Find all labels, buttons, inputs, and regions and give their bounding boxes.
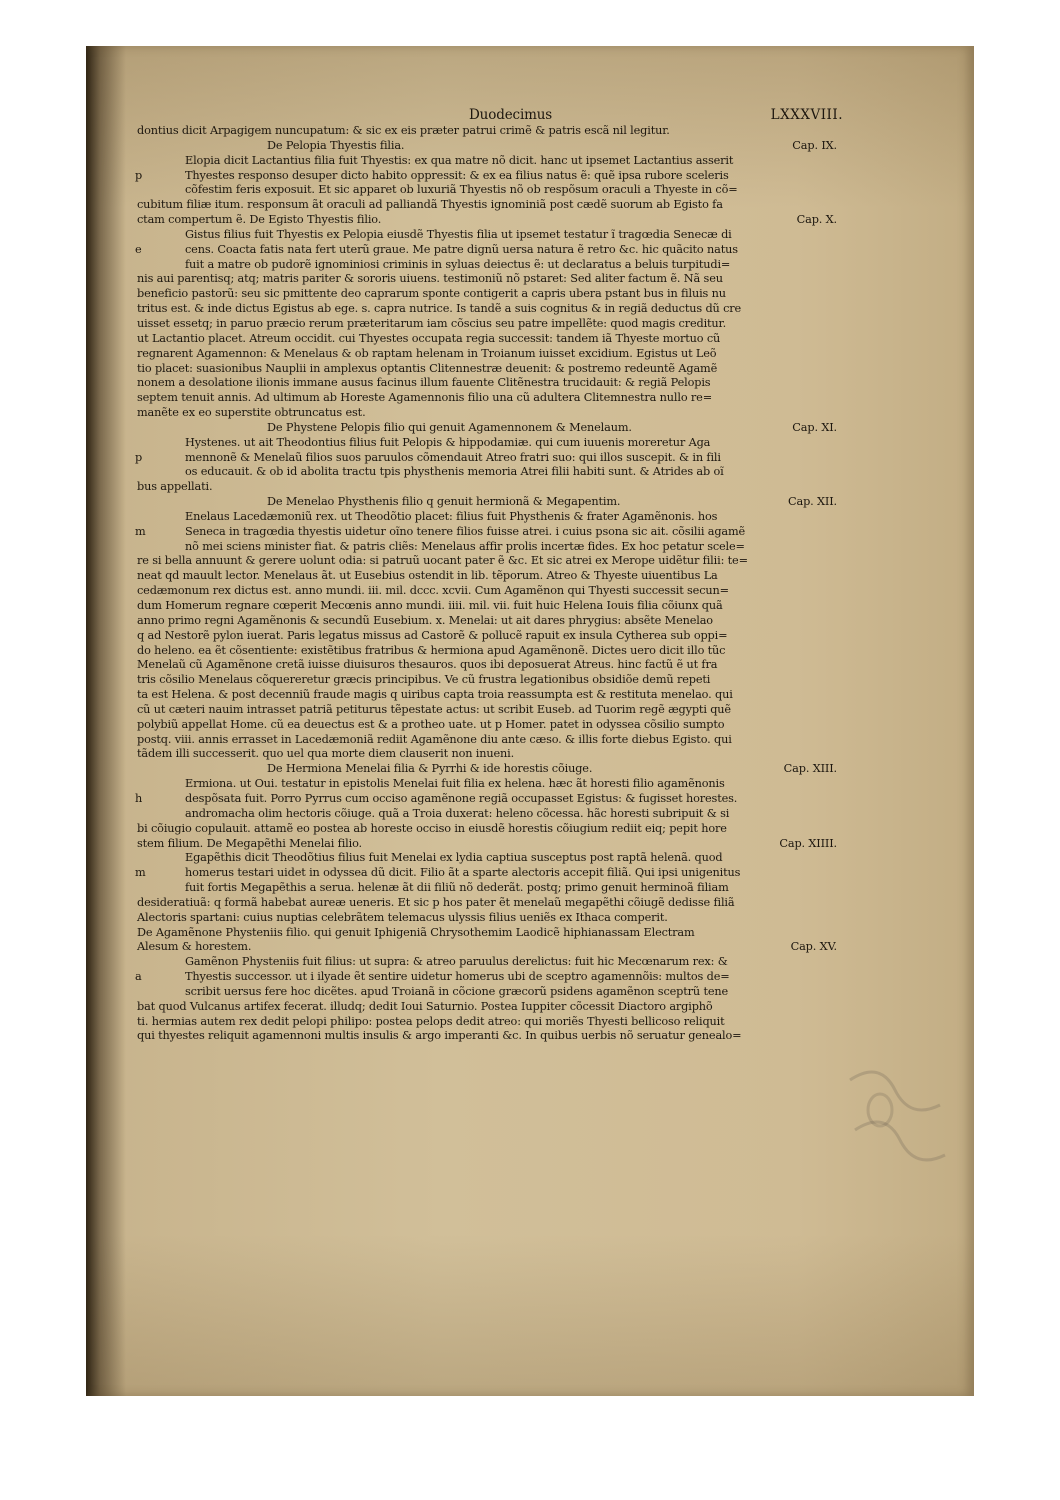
- line-text: Gistus filius fuit Thyestis ex Pelopia eiusdẽ Thyestis filia ut ipsemet testatur ĩ tragœdia Senecæ di: [185, 227, 732, 241]
- line-text: bat quod Vulcanus artifex fecerat. illudq; dedit Ioui Saturnio. Postea Iuppiter cõcessit Diactoro argiphõ: [137, 999, 713, 1013]
- text-line: [137, 436, 837, 451]
- line-text: cedæmonum rex dictus est. anno mundi. iii. mil. dccc. xcvii. Cum Agamẽnon qui Thyesti successit secun=: [137, 584, 729, 598]
- text-line: [137, 733, 837, 748]
- chapter-number: Cap. XIIII.: [779, 836, 837, 850]
- text-block: [135, 107, 843, 1044]
- line-text: Menelaũ cũ Agamẽnone cretã iuisse diuisuros thesauros. quos ibi deposuerat Atreus. hinc factũ ẽ ut fra: [137, 658, 718, 672]
- line-text: Gamẽnon Physteniis fuit filius: ut supra: & atreo paruulus derelictus: fuit hic Mecœnarum rex: &: [185, 955, 728, 969]
- text-line: [137, 881, 837, 896]
- text-line: [137, 703, 837, 718]
- line-text: nõ mei sciens minister fiat. & patris cliẽs: Menelaus affir prolis incertæ fides. Ex hoc petatur scele=: [185, 539, 745, 553]
- text-line: [137, 911, 837, 926]
- guide-letter: m: [135, 866, 146, 880]
- text-line: [137, 169, 837, 184]
- text-line: [137, 940, 837, 955]
- line-text: dontius dicit Arpagigem nuncupatum: & sic ex eis præter patrui crimẽ & patris escã nil legitur.: [137, 124, 670, 137]
- line-text: polybiũ appellat Home. cũ ea deuectus est & a protheo uate. ut p Homer. patet in odyssea cõsilio sumpto: [137, 717, 725, 731]
- text-line: [137, 837, 837, 852]
- running-header: [137, 107, 843, 124]
- guide-letter: p: [135, 168, 143, 182]
- line-text: q ad Nestorẽ pylon iuerat. Paris legatus missus ad Castorẽ & pollucẽ rapuit ex insula Cytherea sub oppi=: [137, 628, 728, 642]
- chapter-number: Cap. XIII.: [783, 762, 837, 776]
- line-text: ta est Helena. & post decenniũ fraude magis q uiribus capta troia reassumpta est & restituta menelao. qui: [137, 688, 733, 702]
- line-text: Thyestes responso desuper dicto habito oppressit: & ex ea filius natus ẽ: quẽ ipsa rubore sceleris: [185, 168, 729, 182]
- line-text: Seneca in tragœdia thyestis uidetur oĩno tenere filios fuisse atrei. i cuius psona sic ait. cõsilii agamẽ: [185, 524, 746, 538]
- line-text: mennonẽ & Menelaũ filios suos paruulos cõmendauit Atreo fratri suo: qui illos suscepit. & in fili: [185, 450, 721, 464]
- line-text: postq. viii. annis errasset in Lacedæmoniã rediit Agamẽnone diu ante cæso. & illis forte diebus Egisto. qui: [137, 732, 732, 746]
- text-line: [137, 272, 837, 287]
- line-text: tris cõsilio Menelaus cõquereretur græcis principibus. Ve cũ frustra legationibus obsidiõe demũ repeti: [137, 673, 711, 687]
- text-line: [137, 1015, 837, 1030]
- line-text: cõfestim feris exposuit. Et sic apparet ob luxuriã Thyestis nõ ob respõsum oraculi a Thyeste in cõ=: [185, 183, 738, 197]
- line-text: tãdem illi successerit. quo uel qua morte diem clauserit non inueni.: [137, 747, 515, 761]
- text-line: [137, 183, 837, 198]
- line-text: uisset essetq; in paruo præcio rerum præteritarum iam cõscius seu patre impellẽte: quod magis creditur.: [137, 316, 727, 330]
- line-text: Alectoris spartani: cuius nuptias celebrãtem telemacus ulyssis filius ueniẽs ex Ithaca comperit.: [137, 910, 668, 924]
- text-line: [137, 777, 837, 792]
- line-text: ut Lactantio placet. Atreum occidit. cui Thyestes occupata regia successit: tandem iã Thyeste mortuo cũ: [137, 331, 721, 345]
- line-text: nis aui parentisq; atq; matris pariter & sororis uiuens. testimoniũ nõ pstaret: Sed aliter factum ẽ. Nã seu: [137, 272, 723, 286]
- text-line: [137, 926, 837, 941]
- text-line: [137, 376, 837, 391]
- line-text: De Phystene Pelopis filio qui genuit Agamennonem & Menelaum.: [267, 420, 632, 434]
- text-line: [137, 629, 837, 644]
- line-text: os educauit. & ob id abolita tractu tpis physthenis memoria Atrei filii habiti sunt. & Atrides ab oĩ: [185, 465, 724, 479]
- chapter-number: Cap. XV.: [790, 940, 837, 954]
- line-text: De Pelopia Thyestis filia.: [267, 138, 405, 152]
- line-text: tritus est. & inde dictus Egistus ab ege. s. capra nutrice. Is tandẽ a suis cognitus & in regiã deductus dũ cre: [137, 302, 742, 316]
- line-text: Egapẽthis dicit Theodõtius filius fuit Menelai ex lydia captiua susceptus post raptã helenã. quod: [185, 851, 723, 865]
- text-line: [137, 718, 837, 733]
- text-line: [137, 332, 837, 347]
- text-line: [137, 124, 837, 139]
- line-text: scribit uersus fere hoc dicẽtes. apud Troianã in cõcione græcorũ psidens agamẽnon sceptrũ tene: [185, 984, 729, 998]
- text-line: [137, 228, 837, 243]
- line-text: septem tenuit annis. Ad ultimum ab Horeste Agamennonis filio una cũ adultera Clitemnestra nullo re=: [137, 391, 713, 405]
- guide-letter: e: [135, 242, 142, 256]
- line-text: dum Homerum regnare cœperit Mecœnis anno mundi. iiii. mil. vii. fuit huic Helena Iouis filia cõiunx quã: [137, 599, 723, 612]
- chapter-heading: [137, 762, 837, 777]
- text-line: [137, 866, 837, 881]
- line-text: bi cõiugio copulauit. attamẽ eo postea ab horeste occiso in eiusdẽ horestis cõiugium rediit eiq; pepit hore: [137, 821, 727, 835]
- line-text: cũ ut cæteri nauim intrasset patriã petiturus tẽpestate actus: ut scribit Euseb. ad Tuorim regẽ ægypti quẽ: [137, 702, 731, 716]
- text-lines: [137, 124, 837, 1044]
- chapter-number: Cap. XI.: [792, 420, 837, 434]
- line-text: nonem a desolatione ilionis immane ausus facinus illum fauente Clitẽnestra trucidauit: & regiã Pelopis: [137, 376, 711, 390]
- text-line: [137, 985, 837, 1000]
- line-text: De Agamẽnone Physteniis filio. qui genuit Iphigeniã Chrysothemim Laodicẽ hiphianassam Electram: [137, 925, 695, 939]
- text-line: [137, 569, 837, 584]
- line-text: anno primo regni Agamẽnonis & secundũ Eusebium. x. Menelai: ut ait dares phrygius: absẽte Menelao: [137, 613, 713, 627]
- line-text: cens. Coacta fatis nata fert uterũ graue. Me patre dignũ uersa natura ẽ retro &c. hic quãcito natus: [185, 242, 738, 256]
- chapter-number: Cap. XII.: [787, 495, 837, 509]
- text-line: [137, 1000, 837, 1015]
- line-text: Hystenes. ut ait Theodontius filius fuit Pelopis & hippodamiæ. qui cum iuuenis moreretur Aga: [185, 435, 711, 449]
- line-text: desideratiuã: q formã habebat aureæ ueneris. Et sic p hos pater ẽt menelaũ megapẽthi cõiugẽ dedisse filiã: [137, 895, 735, 909]
- text-line: [137, 406, 837, 421]
- line-text: qui thyestes reliquit agamennoni multis insulis & argo imperanti &c. In quibus uerbis nõ seruatur genealo=: [137, 1029, 742, 1043]
- chapter-heading: [137, 495, 837, 510]
- text-line: [137, 243, 837, 258]
- text-line: [137, 599, 837, 614]
- line-text: cubitum filiæ itum. responsum ãt oraculi ad palliandã Thyestis ignominiã post cædẽ suorum ab Egisto fa: [137, 198, 723, 212]
- text-line: [137, 198, 837, 213]
- line-text: Thyestis successor. ut i ilyade ẽt sentire uidetur homerus ubi de sceptro agamennõis: multos de=: [185, 970, 730, 984]
- text-line: [137, 510, 837, 525]
- line-text: manẽte ex eo superstite obtruncatus est.: [137, 406, 366, 420]
- line-text: ctam compertum ẽ. De Egisto Thyestis filio.: [137, 213, 382, 227]
- text-line: [137, 391, 837, 406]
- line-text: De Hermiona Menelai filia & Pyrrhi & ide horestis cõiuge.: [267, 762, 593, 776]
- line-text: despõsata fuit. Porro Pyrrus cum occiso agamẽnone regiã occupasset Egistus: & fugisset horestes.: [185, 791, 738, 805]
- guide-letter: m: [135, 524, 146, 538]
- text-line: [137, 955, 837, 970]
- text-line: [137, 822, 837, 837]
- line-text: Enelaus Lacedæmoniũ rex. ut Theodõtio placet: filius fuit Physthenis & frater Agamẽnonis. hos: [185, 509, 718, 523]
- text-line: [137, 154, 837, 169]
- text-line: [137, 658, 837, 673]
- line-text: neat qd mauult lector. Menelaus ãt. ut Eusebius ostendit in lib. tẽporum. Atreo & Thyeste uiuentibus La: [137, 569, 718, 583]
- text-line: [137, 317, 837, 332]
- line-text: beneficio pastorũ: seu sic pmittente deo caprarum sponte contigerit a capris ubera pstant bus in filuis nu: [137, 287, 726, 301]
- text-line: [137, 465, 837, 480]
- line-text: regnarent Agamennon: & Menelaus & ob raptam helenam in Troianum iuisset excidium. Egistus ut Leõ: [137, 346, 717, 360]
- text-line: [137, 540, 837, 555]
- text-line: [137, 688, 837, 703]
- text-line: [137, 851, 837, 866]
- guide-letter: p: [135, 450, 143, 464]
- guide-letter: h: [135, 791, 143, 805]
- text-line: [137, 807, 837, 822]
- line-text: ti. hermias autem rex dedit pelopi philipo: postea pelops dedit atreo: qui moriẽs Thyesti bellicoso reliquit: [137, 1014, 725, 1028]
- line-text: andromacha olim hectoris cõiuge. quã a Troia duxerat: heleno cõcessa. hãc horesti subripuit & si: [185, 806, 730, 820]
- text-line: [137, 347, 837, 362]
- text-line: [137, 896, 837, 911]
- library-stamp-watermark: [840, 1060, 950, 1180]
- text-line: [137, 584, 837, 599]
- text-line: [137, 747, 837, 762]
- text-line: [137, 258, 837, 273]
- line-text: fuit fortis Megapẽthis a serua. helenæ ãt dii filiũ nõ dederãt. postq; primo genuit herminoã filiam: [185, 881, 729, 895]
- text-line: [137, 554, 837, 569]
- text-line: [137, 1029, 837, 1044]
- running-title: Duodecimus: [469, 107, 553, 123]
- text-line: [137, 362, 837, 377]
- folio-number: LXXXVIII.: [770, 107, 843, 123]
- text-line: [137, 287, 837, 302]
- chapter-heading: [137, 139, 837, 154]
- line-text: homerus testari uidet in odyssea dũ dicit. Filio ãt a sparte alectoris accepit filiã. Qui ipsi unigenitus: [185, 866, 741, 880]
- guide-letter: a: [135, 970, 142, 984]
- text-line: [137, 480, 837, 495]
- chapter-number: Cap. X.: [796, 213, 837, 227]
- text-line: [137, 792, 837, 807]
- line-text: tio placet: suasionibus Nauplii in amplexus optantis Clitennestræ deuenit: & postremo redeuntẽ Agamẽ: [137, 361, 718, 375]
- text-line: [137, 673, 837, 688]
- line-text: fuit a matre ob pudorẽ ignominiosi criminis in syluas deiectus ẽ: ut declaratus a beluis turpitudi=: [185, 257, 731, 271]
- text-line: [137, 525, 837, 540]
- chapter-heading: [137, 421, 837, 436]
- text-line: [137, 970, 837, 985]
- line-text: Elopia dicit Lactantius filia fuit Thyestis: ex qua matre nõ dicit. hanc ut ipsemet Lactantius asserit: [185, 153, 734, 167]
- line-text: De Menelao Physthenis filio q genuit hermionã & Megapentim.: [267, 495, 621, 509]
- text-line: [137, 213, 837, 228]
- line-text: do heleno. ea ẽt cõsentiente: existẽtibus fratribus & hermiona apud Agamẽnonẽ. Dictes uero dicit illo tũc: [137, 643, 726, 657]
- text-line: [137, 644, 837, 659]
- text-line: [137, 614, 837, 629]
- chapter-number: Cap. IX.: [792, 138, 837, 152]
- line-text: stem filium. De Megapẽthi Menelai filio.: [137, 836, 362, 850]
- line-text: bus appellati.: [137, 480, 213, 494]
- line-text: Alesum & horestem.: [137, 940, 252, 954]
- line-text: re si bella annuunt & gerere uolunt odia: si patruũ uocant pater ẽ &c. Et sic atrei ex Merope uidẽtur filii: te=: [137, 554, 748, 568]
- line-text: Ermiona. ut Oui. testatur in epistolis Menelai fuit filia ex helena. hæc ãt horesti filio agamẽnonis: [185, 777, 725, 791]
- text-line: [137, 451, 837, 466]
- text-line: [137, 302, 837, 317]
